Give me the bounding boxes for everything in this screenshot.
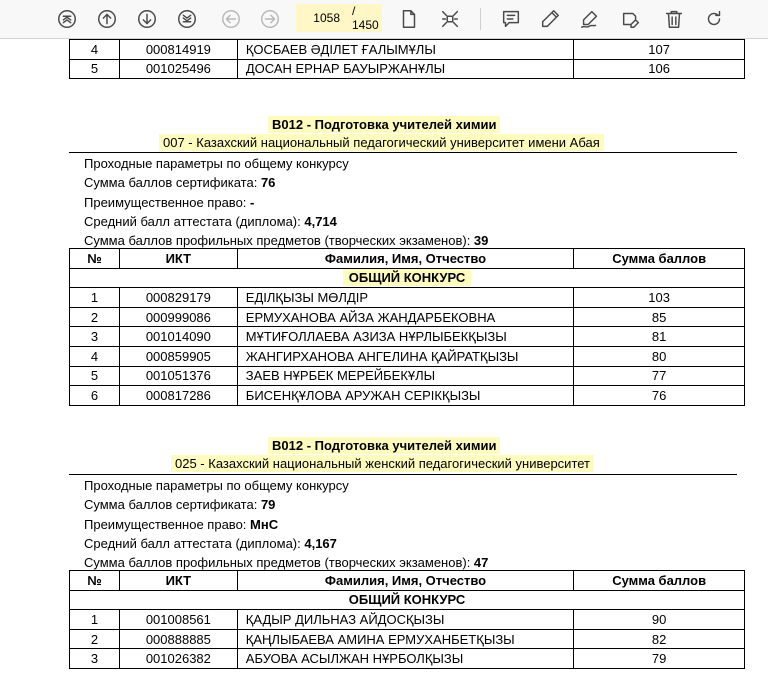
next-page-button[interactable] <box>133 5 161 33</box>
page-number-box <box>296 4 382 32</box>
table-row: 3 001014090 МҰТИҒОЛЛАЕВА АЗИЗА НҰРЛЫБЕКҚЫЗЫ 81 <box>70 327 745 347</box>
edit-button[interactable] <box>617 5 645 33</box>
page-view-button[interactable] <box>395 5 423 33</box>
arrow-right-circle-icon <box>259 8 281 30</box>
table-row: 5 001051376 ЗАЕВ НҰРБЕК МЕРЕЙБЕКҰЛЫ 77 <box>70 366 745 386</box>
arrow-up-circle-icon <box>96 8 118 30</box>
program-title: B012 - Подготовка учителей химии <box>268 116 500 133</box>
page-total: / 1450 <box>352 4 379 32</box>
delete-button[interactable] <box>660 5 688 33</box>
comment-icon <box>500 8 522 30</box>
highlight-button[interactable] <box>536 5 564 33</box>
arrow-down-circle-icon <box>136 8 158 30</box>
page-number-input[interactable] <box>306 11 340 25</box>
trash-icon <box>663 8 685 30</box>
results-table-top <box>69 39 745 79</box>
prev-page-button[interactable] <box>93 5 121 33</box>
first-page-icon <box>56 8 78 30</box>
group-row: ОБЩИЙ КОНКУРС <box>70 590 745 610</box>
first-page-button[interactable] <box>53 5 81 33</box>
sign-button[interactable] <box>576 5 604 33</box>
fit-page-button[interactable] <box>436 5 464 33</box>
table-header: № ИКТ Фамилия, Имя, Отчество Сумма баллов <box>70 249 745 269</box>
params-block: Проходные параметры по общему конкурсу Сумма баллов сертификата: 76 Преимущественное право: - Средний балл аттестата (диплома): 4,714 Сумма баллов профильных предметов (творческих экзаменов): 39 <box>84 156 489 249</box>
arrow-left-circle-icon <box>220 8 242 30</box>
redo-icon <box>703 8 725 30</box>
table-row: 1 000829179 ЕДІЛҚЫЗЫ МӨЛДІР 103 <box>70 288 745 308</box>
back-button[interactable] <box>217 5 245 33</box>
comment-button[interactable] <box>497 5 525 33</box>
results-table <box>69 248 745 406</box>
table-row: 2 000888885 ҚАҢЛЫБАЕВА АМИНА ЕРМУХАНБЕТҚЫЗЫ 82 <box>70 629 745 649</box>
table-row: 1 001008561 ҚАДЫР ДИЛЬНАЗ АЙДОСҚЫЗЫ 90 <box>70 610 745 630</box>
params-block: Проходные параметры по общему конкурсу Сумма баллов сертификата: 79 Преимущественное право: МнС Средний балл аттестата (диплома): 4,167 Сумма баллов профильных предметов (творческих экзаменов): 47 <box>84 478 489 571</box>
university-title: 025 - Казахский национальный женский педагогический университет <box>171 455 594 472</box>
table-row: 4 000814919 ҚОСБАЕВ ӘДІЛЕТ ҒАЛЫМҰЛЫ 107 <box>70 40 745 60</box>
last-page-icon <box>176 8 198 30</box>
table-row: 2 000999086 ЕРМУХАНОВА АЙЗА ЖАНДАРБЕКОВНА 85 <box>70 307 745 327</box>
signature-icon <box>579 8 601 30</box>
program-title: B012 - Подготовка учителей химии <box>268 437 500 454</box>
table-row: 4 000859905 ЖАНГИРХАНОВА АНГЕЛИНА ҚАЙРАТҚЫЗЫ 80 <box>70 346 745 366</box>
pdf-toolbar <box>0 0 768 39</box>
results-table <box>69 570 745 669</box>
forward-button[interactable] <box>256 5 284 33</box>
redo-button[interactable] <box>700 5 728 33</box>
last-page-button[interactable] <box>173 5 201 33</box>
table-row: 3 001026382 АБУОВА АСЫЛЖАН НҰРБОЛҚЫЗЫ 79 <box>70 649 745 669</box>
group-row: ОБЩИЙ КОНКУРС <box>70 268 745 288</box>
fit-page-icon <box>439 8 461 30</box>
document-icon <box>398 8 420 30</box>
pen-icon <box>539 8 561 30</box>
edit-document-icon <box>620 8 642 30</box>
divider <box>69 152 737 153</box>
divider <box>69 474 737 475</box>
toolbar-separator <box>480 8 481 30</box>
table-row: 6 000817286 БИСЕНҚҰЛОВА АРУЖАН СЕРІКҚЫЗЫ 76 <box>70 386 745 406</box>
table-row: 5 001025496 ДОСАН ЕРНАР БАУЫРЖАНҰЛЫ 106 <box>70 59 745 79</box>
table-header: № ИКТ Фамилия, Имя, Отчество Сумма баллов <box>70 571 745 591</box>
university-title: 007 - Казахский национальный педагогический университет имени Абая <box>159 134 604 151</box>
pdf-page <box>0 39 768 674</box>
